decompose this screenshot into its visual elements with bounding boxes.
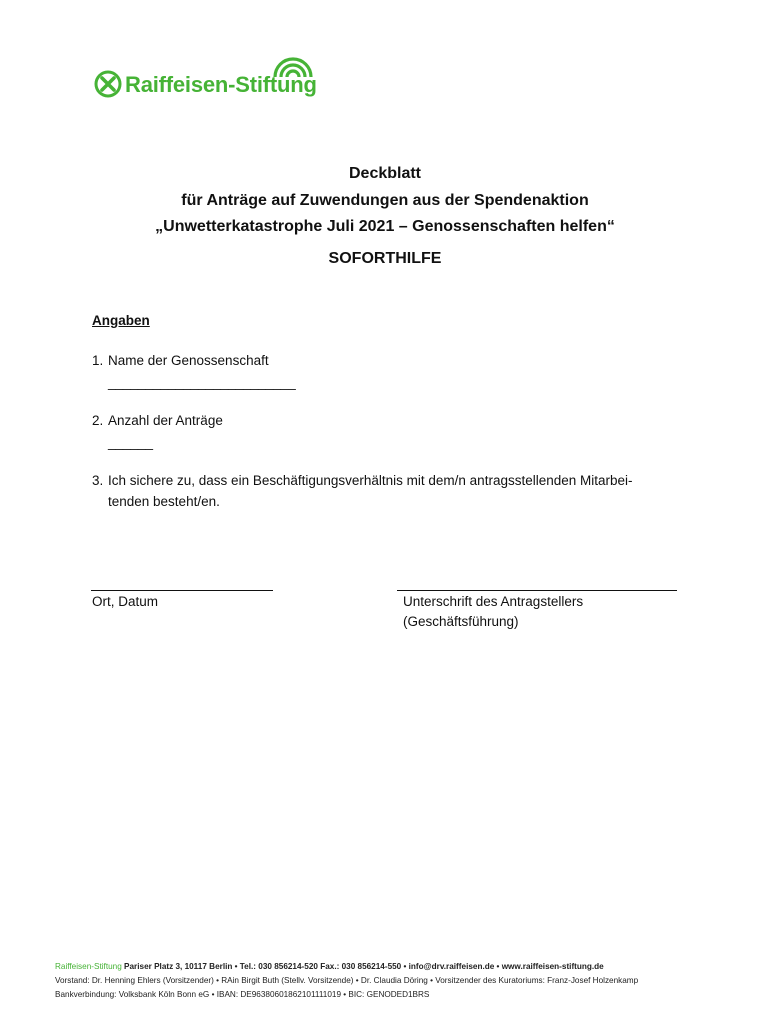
- footer-bank: Bankverbindung: Volksbank Köln Bonn eG • IBAN: DE96380601862101111019 • BIC: GENODED1BRS: [55, 990, 430, 999]
- item-2-blank-field[interactable]: ______: [108, 435, 154, 450]
- item-3-text-line-2: tenden besteht/en.: [108, 494, 220, 509]
- raiffeisen-cross-icon: [94, 70, 122, 98]
- item-1-number: 1.: [92, 353, 104, 368]
- signature-line[interactable]: [397, 590, 677, 591]
- item-2-text: Anzahl der Anträge: [108, 413, 223, 428]
- document-subtitle: SOFORTHILFE: [328, 250, 442, 267]
- item-3-text-line-1: Ich sichere zu, dass ein Beschäftigungsverhältnis mit dem/n antragsstellenden Mitarbei-: [108, 473, 633, 488]
- footer-contact-line: [55, 962, 604, 971]
- signature-label: Unterschrift des Antragstellers: [403, 594, 584, 609]
- title-line-3: „Unwetterkatastrophe Juli 2021 – Genossenschaften helfen“: [155, 218, 615, 235]
- footer-contact: • Tel.: 030 856214-520 Fax.: 030 856214-550 • info@drv.raiffeisen.de • www.raiffeisen-stiftung.de: [232, 962, 604, 971]
- item-1-blank-field[interactable]: _________________________: [108, 375, 296, 390]
- document-title: Deckblatt: [348, 165, 422, 182]
- item-3-number: 3.: [92, 473, 104, 488]
- logo: [94, 62, 317, 106]
- signal-arcs-icon: [271, 53, 315, 79]
- signature-sublabel: (Geschäftsführung): [403, 614, 519, 629]
- logo-text: Raiffeisen-Stiftung: [125, 72, 317, 98]
- item-2-number: 2.: [92, 413, 104, 428]
- section-label: Angaben: [92, 313, 150, 328]
- item-1-text: Name der Genossenschaft: [108, 353, 269, 368]
- footer-org: Raiffeisen-Stiftung: [55, 962, 122, 971]
- title-line-2: für Anträge auf Zuwendungen aus der Spendenaktion: [181, 192, 589, 209]
- place-date-line[interactable]: [91, 590, 273, 591]
- place-date-label: Ort, Datum: [92, 594, 159, 609]
- footer-address: Pariser Platz 3, 10117 Berlin: [124, 962, 233, 971]
- footer-board: Vorstand: Dr. Henning Ehlers (Vorsitzender) • RAin Birgit Buth (Stellv. Vorsitzende) • Dr. Claudia Döring • Vorsitzender des Kuratoriums: Franz-Josef Holzenkamp: [55, 976, 639, 985]
